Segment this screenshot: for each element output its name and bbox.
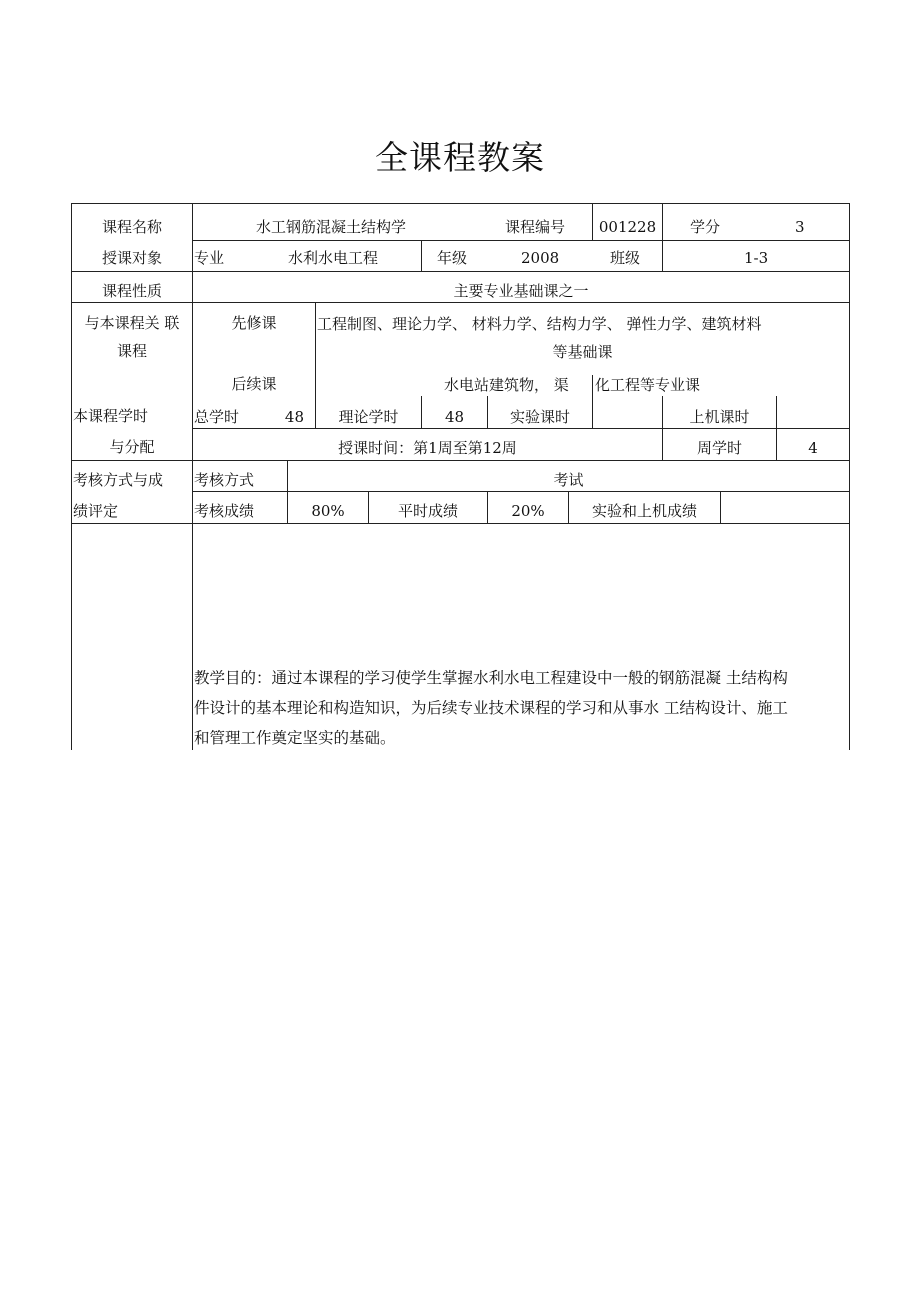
theory-hours-value: 48 <box>444 408 465 426</box>
page-title: 全课程教案 <box>375 138 545 177</box>
teaching-objective-line1: 教学目的：通过本课程的学习使学生掌握水利水电工程建设中一般的钢筋混凝 土结构构 <box>194 669 788 687</box>
theory-hours-label: 理论学时 <box>338 408 399 426</box>
weekly-hours-label: 周学时 <box>696 439 742 457</box>
grade-label: 年级 <box>437 249 468 267</box>
row-divider <box>192 491 850 492</box>
related-courses-label-line2: 课程 <box>116 342 147 360</box>
row-divider <box>71 523 850 524</box>
followup-courses-part1: 水电站建筑物， 渠 <box>444 376 569 394</box>
major-value: 水利水电工程 <box>288 249 379 267</box>
prerequisite-label: 先修课 <box>231 314 277 332</box>
course-name-value: 水工钢筋混凝土结构学 <box>256 218 407 236</box>
weekly-hours-value: 4 <box>808 439 818 457</box>
course-nature-label: 课程性质 <box>101 282 162 300</box>
exam-score-label: 考核成绩 <box>194 502 255 520</box>
lab-score-label: 实验和上机成绩 <box>591 502 697 520</box>
row-divider <box>71 460 850 461</box>
class-value: 1-3 <box>744 249 769 267</box>
lab-hours-label: 实验课时 <box>509 408 570 426</box>
assessment-method-value: 考试 <box>553 471 584 489</box>
hours-label-line1: 本课程学时 <box>73 407 149 425</box>
total-hours-value: 48 <box>284 408 304 426</box>
hours-label-line2: 与分配 <box>109 438 155 456</box>
followup-label: 后续课 <box>231 375 277 393</box>
teaching-objective-line3: 和管理工作奠定坚实的基础。 <box>194 729 396 747</box>
class-label: 班级 <box>610 249 641 267</box>
related-courses-label-line1: 与本课程关 联 <box>84 314 180 332</box>
teaching-objective-line2: 件设计的基本理论和构造知识，为后续专业技术课程的学习和从事水 工结构设计、施工 <box>194 699 788 717</box>
total-hours-label: 总学时 <box>194 408 240 426</box>
grade-value: 2008 <box>521 249 560 267</box>
major-label: 专业 <box>194 249 225 267</box>
prerequisite-courses-line1: 工程制图、理论力学、 材料力学、结构力学、 弹性力学、建筑材料 <box>317 315 762 333</box>
course-code-value: 001228 <box>598 218 657 236</box>
row-divider <box>192 240 850 241</box>
assessment-method-label: 考核方式 <box>194 471 255 489</box>
col-divider <box>720 491 721 523</box>
col-divider <box>592 375 593 428</box>
course-code-label: 课程编号 <box>505 218 566 236</box>
regular-score-value: 20% <box>511 502 545 520</box>
col-divider <box>662 203 663 271</box>
table-border-top <box>71 203 850 204</box>
teaching-schedule: 授课时间：第1周至第12周 <box>338 439 517 457</box>
assessment-label-line1: 考核方式与成 <box>73 471 164 489</box>
course-nature-value: 主要专业基础课之一 <box>453 282 589 300</box>
row-divider <box>192 428 850 429</box>
row-divider <box>71 271 850 272</box>
followup-courses-part2: 化工程等专业课 <box>595 376 701 394</box>
assessment-label-line2: 绩评定 <box>73 502 119 520</box>
computer-hours-label: 上机课时 <box>689 408 750 426</box>
credit-value: 3 <box>795 218 805 236</box>
col-divider <box>421 240 422 271</box>
course-name-label: 课程名称 <box>101 218 162 236</box>
teaching-objective <box>194 663 850 753</box>
row-divider <box>71 302 850 303</box>
regular-score-label: 平时成绩 <box>397 502 458 520</box>
exam-score-value: 80% <box>311 502 345 520</box>
audience-label: 授课对象 <box>101 249 162 267</box>
prerequisite-courses-line2: 等基础课 <box>552 343 613 361</box>
credit-label: 学分 <box>690 218 721 236</box>
